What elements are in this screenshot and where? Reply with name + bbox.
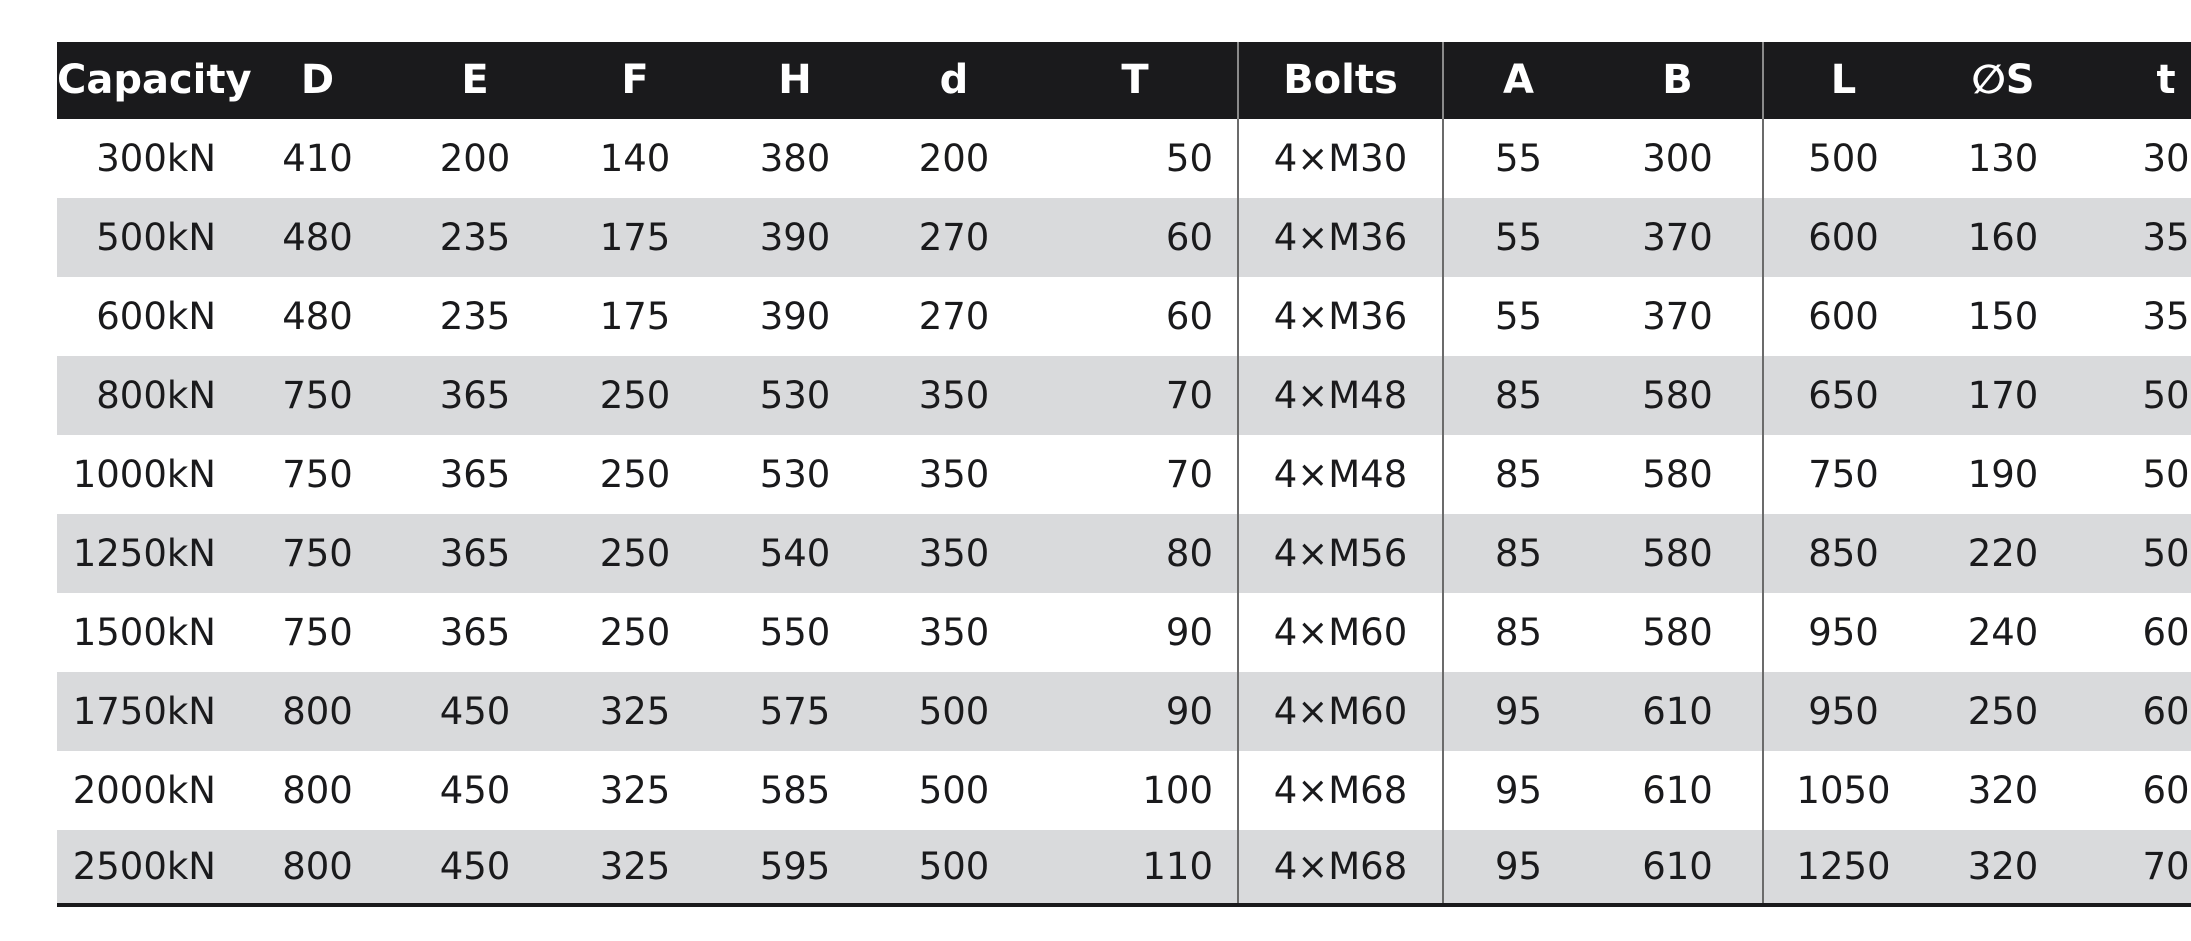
cell-d-lower: 350	[918, 532, 990, 575]
cell-capacity: 500kN	[96, 216, 216, 259]
cell-e: 450	[439, 690, 511, 733]
cell-capacity: 1250kN	[72, 532, 216, 575]
cell-f: 140	[599, 137, 671, 180]
cell-e: 365	[439, 374, 511, 417]
cell-l: 1050	[1763, 751, 1923, 830]
cell-t-lower: 30	[2142, 137, 2190, 180]
cell-f: 250	[599, 611, 671, 654]
cell-l: 750	[1763, 435, 1923, 514]
cell-d-lower: 200	[918, 137, 990, 180]
cell-f: 325	[599, 845, 671, 888]
cell-diameter-s: 250	[1967, 690, 2039, 733]
cell-b: 580	[1642, 374, 1713, 417]
cell-t-upper: 80	[1165, 532, 1213, 575]
cell-d-upper: 750	[282, 532, 353, 575]
cell-f: 250	[599, 453, 671, 496]
cell-d-upper: 800	[282, 845, 353, 888]
cell-f: 325	[599, 769, 671, 812]
cell-d-lower: 350	[918, 453, 990, 496]
header-diameter-s: ∅S	[1971, 57, 2035, 103]
cell-bolts: 4×M30	[1238, 119, 1443, 198]
cell-h: 575	[759, 690, 831, 733]
header-bolts: Bolts	[1238, 42, 1443, 119]
cell-t-upper: 90	[1165, 690, 1213, 733]
cell-h: 540	[759, 532, 831, 575]
cell-d-upper: 410	[282, 137, 353, 180]
cell-capacity: 300kN	[96, 137, 216, 180]
cell-f: 250	[599, 374, 671, 417]
cell-bolts: 4×M48	[1238, 356, 1443, 435]
cell-a: 85	[1443, 356, 1593, 435]
cell-d-lower: 350	[918, 611, 990, 654]
cell-diameter-s: 160	[1967, 216, 2039, 259]
cell-capacity: 800kN	[96, 374, 216, 417]
cell-t-lower: 60	[2142, 769, 2190, 812]
cell-a: 85	[1443, 514, 1593, 593]
cell-b: 370	[1642, 295, 1713, 338]
cell-b: 580	[1642, 453, 1713, 496]
header-a: A	[1443, 42, 1593, 119]
cell-l: 950	[1763, 672, 1923, 751]
header-f: F	[621, 57, 649, 103]
header-b: B	[1662, 57, 1693, 103]
cell-l: 500	[1763, 119, 1923, 198]
table-row	[57, 672, 2191, 751]
cell-t-upper: 50	[1165, 137, 1213, 180]
cell-h: 530	[759, 453, 831, 496]
header-h: H	[778, 57, 812, 103]
cell-d-lower: 270	[918, 295, 990, 338]
cell-h: 530	[759, 374, 831, 417]
cell-capacity: 1750kN	[72, 690, 216, 733]
cell-a: 55	[1443, 277, 1593, 356]
cell-t-lower: 60	[2142, 611, 2190, 654]
cell-diameter-s: 220	[1967, 532, 2039, 575]
cell-f: 250	[599, 532, 671, 575]
cell-a: 85	[1443, 593, 1593, 672]
cell-d-upper: 800	[282, 769, 353, 812]
cell-e: 235	[439, 216, 511, 259]
cell-e: 450	[439, 769, 511, 812]
cell-capacity: 600kN	[96, 295, 216, 338]
cell-t-lower: 35	[2142, 216, 2190, 259]
table-row	[57, 751, 2191, 830]
cell-t-lower: 50	[2142, 453, 2190, 496]
cell-b: 580	[1642, 611, 1713, 654]
cell-d-upper: 750	[282, 453, 353, 496]
cell-t-upper: 110	[1142, 845, 1213, 888]
cell-l: 600	[1763, 198, 1923, 277]
cell-e: 450	[439, 845, 511, 888]
cell-d-lower: 500	[918, 690, 990, 733]
table-header-row	[57, 42, 2191, 119]
cell-diameter-s: 170	[1967, 374, 2039, 417]
cell-l: 600	[1763, 277, 1923, 356]
cell-diameter-s: 320	[1967, 845, 2039, 888]
cell-h: 390	[759, 295, 831, 338]
cell-d-upper: 480	[282, 295, 353, 338]
cell-diameter-s: 240	[1967, 611, 2039, 654]
cell-t-upper: 70	[1165, 374, 1213, 417]
cell-t-lower: 60	[2142, 690, 2190, 733]
cell-h: 390	[759, 216, 831, 259]
cell-d-lower: 500	[918, 769, 990, 812]
cell-t-upper: 60	[1165, 216, 1213, 259]
cell-bolts: 4×M68	[1238, 830, 1443, 905]
cell-b: 300	[1642, 137, 1713, 180]
cell-e: 365	[439, 532, 511, 575]
dimensions-table	[57, 42, 2191, 907]
cell-bolts: 4×M36	[1238, 277, 1443, 356]
cell-b: 610	[1642, 769, 1713, 812]
cell-d-upper: 480	[282, 216, 353, 259]
cell-a: 55	[1443, 198, 1593, 277]
cell-capacity: 2500kN	[72, 845, 216, 888]
header-t-upper: T	[1121, 57, 1149, 103]
cell-d-lower: 350	[918, 374, 990, 417]
header-d-upper: D	[300, 57, 335, 103]
cell-e: 200	[439, 137, 511, 180]
cell-e: 365	[439, 453, 511, 496]
cell-diameter-s: 150	[1967, 295, 2039, 338]
cell-bolts: 4×M36	[1238, 198, 1443, 277]
table-row	[57, 514, 2191, 593]
cell-diameter-s: 320	[1967, 769, 2039, 812]
cell-capacity: 2000kN	[72, 769, 216, 812]
table-row	[57, 593, 2191, 672]
cell-d-lower: 270	[918, 216, 990, 259]
cell-l: 950	[1763, 593, 1923, 672]
table-row	[57, 198, 2191, 277]
cell-d-upper: 750	[282, 374, 353, 417]
cell-h: 550	[759, 611, 831, 654]
header-t-lower: t	[2156, 57, 2176, 103]
cell-b: 370	[1642, 216, 1713, 259]
cell-diameter-s: 190	[1967, 453, 2039, 496]
cell-b: 580	[1642, 532, 1713, 575]
cell-f: 175	[599, 295, 671, 338]
header-d-lower: d	[939, 57, 969, 103]
cell-d-lower: 500	[918, 845, 990, 888]
cell-f: 175	[599, 216, 671, 259]
cell-l: 850	[1763, 514, 1923, 593]
cell-t-lower: 35	[2142, 295, 2190, 338]
cell-bolts: 4×M48	[1238, 435, 1443, 514]
cell-bolts: 4×M68	[1238, 751, 1443, 830]
cell-bolts: 4×M56	[1238, 514, 1443, 593]
cell-bolts: 4×M60	[1238, 593, 1443, 672]
cell-e: 235	[439, 295, 511, 338]
header-l: L	[1763, 42, 1923, 119]
cell-t-upper: 70	[1165, 453, 1213, 496]
cell-a: 95	[1443, 830, 1593, 905]
cell-d-upper: 750	[282, 611, 353, 654]
cell-t-lower: 50	[2142, 532, 2190, 575]
table-row	[57, 435, 2191, 514]
dimensions-table-container	[57, 42, 2190, 907]
cell-e: 365	[439, 611, 511, 654]
cell-t-lower: 70	[2142, 845, 2190, 888]
cell-h: 595	[759, 845, 831, 888]
header-e: E	[461, 57, 489, 103]
cell-capacity: 1000kN	[72, 453, 216, 496]
cell-t-upper: 60	[1165, 295, 1213, 338]
table-row	[57, 119, 2191, 198]
cell-capacity: 1500kN	[72, 611, 216, 654]
table-body	[57, 119, 2191, 905]
cell-b: 610	[1642, 690, 1713, 733]
cell-a: 85	[1443, 435, 1593, 514]
cell-t-lower: 50	[2142, 374, 2190, 417]
cell-l: 650	[1763, 356, 1923, 435]
cell-a: 95	[1443, 672, 1593, 751]
cell-a: 95	[1443, 751, 1593, 830]
cell-l: 1250	[1763, 830, 1923, 905]
cell-f: 325	[599, 690, 671, 733]
cell-t-upper: 100	[1142, 769, 1213, 812]
table-row	[57, 830, 2191, 905]
cell-a: 55	[1443, 119, 1593, 198]
cell-bolts: 4×M60	[1238, 672, 1443, 751]
table-row	[57, 277, 2191, 356]
table-row	[57, 356, 2191, 435]
cell-b: 610	[1642, 845, 1713, 888]
cell-d-upper: 800	[282, 690, 353, 733]
cell-h: 585	[759, 769, 831, 812]
cell-t-upper: 90	[1165, 611, 1213, 654]
cell-diameter-s: 130	[1967, 137, 2039, 180]
header-capacity: Capacity	[57, 57, 252, 103]
cell-h: 380	[759, 137, 831, 180]
